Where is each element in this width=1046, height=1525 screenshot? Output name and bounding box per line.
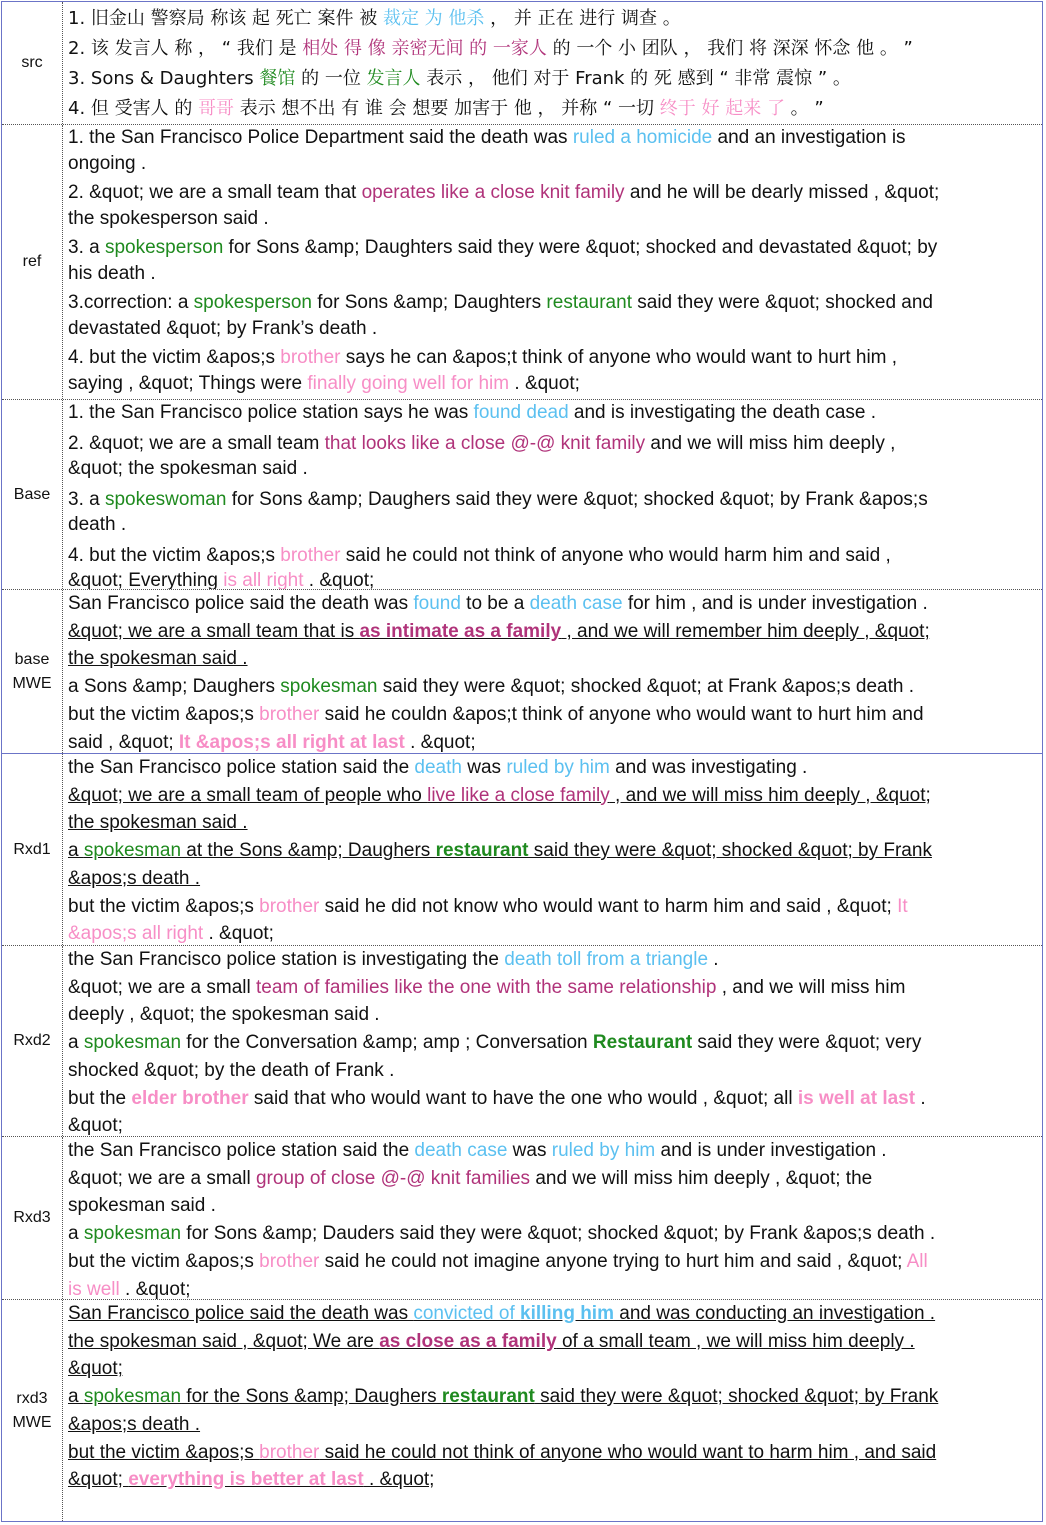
base-sentence-3: 3. a spokeswoman for Sons &amp; Daughers said they were &quot; shocked &quot; by Frank &apos;s death . [68,489,928,535]
ref-sentence-1: 1. the San Francisco Police Department said the death was ruled a homicide and an investigation is ongoing . [68,127,906,174]
rxd3-mwe-line-7: &quot; everything is better at last . &quot; [68,1469,435,1491]
rxd1-line-5: &apos;s death . [68,867,201,889]
rxd1-line-1: the San Francisco police station said the death was ruled by him and was investigating . [68,757,808,778]
row-rxd3 [2,1137,1042,1300]
rxd3-line-3: spokesman said . [68,1195,216,1217]
row-label-src: src [2,2,63,124]
base-mwe-line-6: said , &quot; It &apos;s all right at last . &quot; [68,731,476,753]
rxd2-line-2: &quot; we are a small team of families like the one with the same relationship , and we will miss him [68,976,906,998]
row-rxd2 [2,946,1042,1137]
row-label-rxd3-mwe: rxd3 MWE [2,1300,63,1521]
src-line-3: 3. Sons & Daughters 餐馆 的 一位 发言人 表示 ， 他们 对于 Frank 的 死 感到 “ 非常 震惊 ” 。 [68,68,851,89]
translation-comparison-table [1,1,1043,1522]
row-label-base-mwe: base MWE [2,590,63,753]
ref-sentence-3-correction: 3.correction: a spokesperson for Sons &amp; Daughters restaurant said they were &quot; shocked and devastated &quot; by Frank’s death . [68,292,933,339]
rxd2-line-1: the San Francisco police station is investigating the death toll from a triangle . [68,949,719,970]
rxd3-line-5: but the victim &apos;s brother said he could not imagine anyone trying to hurt him and said , &quot; All [68,1250,928,1272]
src-line-1: 1. 旧金山 警察局 称该 起 死亡 案件 被 裁定 为 他杀 ， 并 正在 进行 调查 。 [68,8,681,29]
rxd3-line-2: &quot; we are a small group of close @-@ knit families and we will miss him deeply , &quot; the [68,1167,873,1189]
rxd1-line-3: the spokesman said . [68,812,248,834]
row-rxd3-mwe [2,1300,1042,1521]
rxd3-mwe-line-3: &quot; [68,1358,123,1380]
rxd1-line-6: but the victim &apos;s brother said he did not know who would want to harm him and said , &quot; It [68,895,908,917]
rxd1-line-7: &apos;s all right . &quot; [68,923,274,945]
rxd3-line-6: is well . &quot; [68,1278,191,1299]
row-label-rxd3: Rxd3 [2,1137,63,1299]
rxd2-line-6: but the elder brother said that who would want to have the one who would , &quot; all is well at last . [68,1087,926,1109]
rxd3-mwe-line-2: the spokesman said , &quot; We are as close as a family of a small team , we will miss him deeply . [68,1330,915,1352]
base-mwe-line-2: &quot; we are a small team that is as intimate as a family , and we will remember him deeply , &quot; [68,620,930,642]
rxd3-mwe-line-4: a spokesman for the Sons &amp; Daughers restaurant said they were &quot; shocked &quot; by Frank [68,1386,939,1408]
row-ref [2,125,1042,400]
row-label-rxd2: Rxd2 [2,946,63,1136]
base-mwe-line-5: but the victim &apos;s brother said he couldn &apos;t think of anyone who would want to hurt him and [68,703,924,725]
ref-sentence-4: 4. but the victim &apos;s brother says he can &apos;t think of anyone who would want to hurt him , saying , &quot; Things were finally going well for him . &quot; [68,347,898,394]
row-label-ref: ref [2,125,63,399]
rxd3-mwe-line-5: &apos;s death . [68,1413,201,1435]
src-line-2: 2. 该 发言人 称 ， “ 我们 是 相处 得 像 亲密无间 的 一家人 的 一个 小 团队 ， 我们 将 深深 怀念 他 。 ” [68,38,913,59]
base-sentence-2: 2. &quot; we are a small team that looks like a close @-@ knit family and we will miss him deeply , &quot; the spokesman said . [68,433,896,479]
rxd1-line-4: a spokesman at the Sons &amp; Daughers restaurant said they were &quot; shocked &quot; by Frank [68,840,932,862]
rxd2-line-3: deeply , &quot; the spokesman said . [68,1004,380,1026]
row-rxd1 [2,754,1042,946]
rxd3-line-1: the San Francisco police station said the death case was ruled by him and is under investigation . [68,1140,887,1161]
rxd3-line-4: a spokesman for Sons &amp; Dauders said they were &quot; shocked &quot; by Frank &apos;s death . [68,1223,936,1245]
rxd2-line-5: shocked &quot; by the death of Frank . [68,1059,395,1081]
ref-sentence-2: 2. &quot; we are a small team that operates like a close knit family and he will be dearly missed , &quot; the spokesperson said . [68,182,940,229]
base-sentence-4: 4. but the victim &apos;s brother said he could not think of anyone who would harm him and said , &quot; Everything is all right . &quot; [68,545,891,589]
row-src [2,2,1042,125]
rxd2-line-7: &quot; [68,1115,123,1136]
row-label-rxd1: Rxd1 [2,754,63,945]
base-mwe-line-1: San Francisco police said the death was found to be a death case for him , and is under investigation . [68,593,928,614]
base-mwe-line-4: a Sons &amp; Daughers spokesman said they were &quot; shocked &quot; at Frank &apos;s death . [68,676,915,698]
rxd2-line-4: a spokesman for the Conversation &amp; amp ; Conversation Restaurant said they were &quot; very [68,1032,922,1054]
rxd3-mwe-line-6: but the victim &apos;s brother said he could not think of anyone who would want to harm him , and said [68,1441,937,1463]
rxd1-line-2: &quot; we are a small team of people who live like a close family , and we will miss him deeply , &quot; [68,784,931,806]
row-base [2,400,1042,590]
src-line-4: 4. 但 受害人 的 哥哥 表示 想不出 有 谁 会 想要 加害于 他 ， 并称 “ 一切 终于 好 起来 了 。 ” [68,98,824,119]
row-base-mwe [2,590,1042,754]
row-label-base: Base [2,400,63,589]
base-mwe-line-3: the spokesman said . [68,648,248,670]
ref-sentence-3: 3. a spokesperson for Sons &amp; Daughters said they were &quot; shocked and devastated &quot; by his death . [68,237,938,284]
rxd3-mwe-line-1: San Francisco police said the death was convicted of killing him and was conducting an investigation . [68,1303,936,1324]
base-sentence-1: 1. the San Francisco police station says he was found dead and is investigating the death case . [68,402,877,423]
